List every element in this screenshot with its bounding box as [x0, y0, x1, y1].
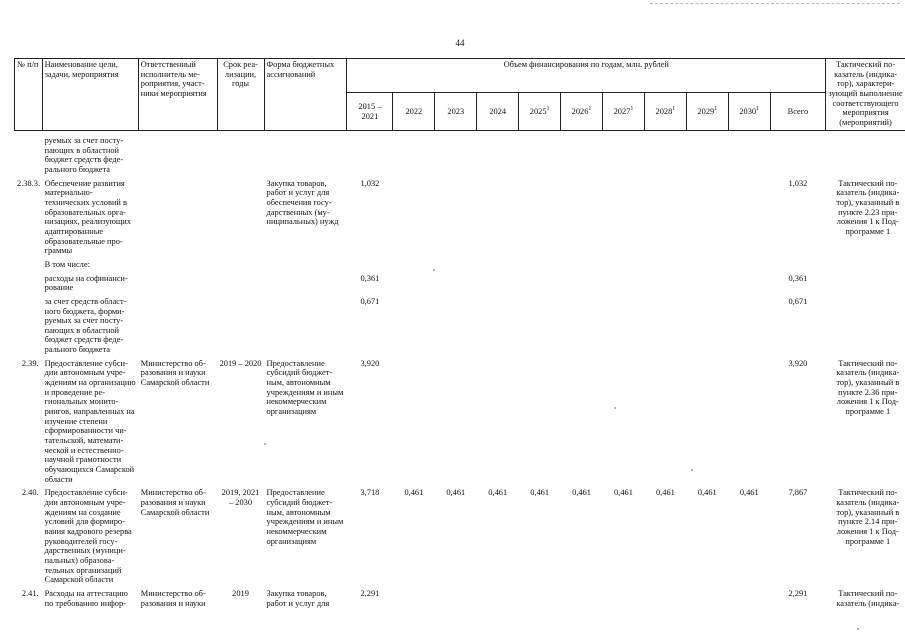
- row-indicator: Тактический показатель (индикатор), указанный в пункте 2.23 приложения 1 к Подпрограмме 1: [826, 177, 905, 258]
- row-responsible: [138, 272, 217, 295]
- row-year-value: [393, 258, 435, 272]
- header-year: 2025$^1$: [519, 93, 561, 131]
- row-year-value: [561, 258, 603, 272]
- row-year-value: [644, 295, 686, 357]
- row-year-value: [477, 295, 519, 357]
- header-year: 2022: [393, 93, 435, 131]
- row-year-value: [644, 357, 686, 487]
- row-year-value: 0,361: [347, 272, 393, 295]
- row-year-value: 0,461: [686, 486, 728, 587]
- row-number: [15, 295, 43, 357]
- row-year-value: [686, 134, 728, 177]
- row-year-value: [603, 587, 645, 610]
- table-row: [15, 272, 905, 295]
- row-year-value: 0,461: [728, 486, 770, 587]
- table-row: [15, 357, 905, 487]
- row-year-value: [686, 272, 728, 295]
- table-row: [15, 587, 905, 610]
- row-responsible: Министерство образования и науки Самарской области: [138, 357, 217, 487]
- row-form: Закупка товаров, работ и услуг для обеспечения государственных (муниципальных) нужд: [264, 177, 347, 258]
- row-year-value: [347, 258, 393, 272]
- row-responsible: [138, 295, 217, 357]
- header-total: Всего: [770, 93, 825, 131]
- row-term: [217, 295, 264, 357]
- row-term: [217, 177, 264, 258]
- row-number: [15, 258, 43, 272]
- row-year-value: [393, 272, 435, 295]
- row-number: 2.41.: [15, 587, 43, 610]
- row-year-value: [603, 357, 645, 487]
- row-year-value: [393, 587, 435, 610]
- row-year-value: [686, 357, 728, 487]
- row-year-value: [477, 177, 519, 258]
- row-year-value: [603, 177, 645, 258]
- row-year-value: [603, 272, 645, 295]
- row-year-value: [435, 357, 477, 487]
- row-year-value: [728, 587, 770, 610]
- row-year-value: [603, 295, 645, 357]
- row-form: [264, 295, 347, 357]
- row-number: [15, 134, 43, 177]
- row-year-value: [519, 258, 561, 272]
- row-year-value: [519, 134, 561, 177]
- header-term: Срок реализации, годы: [217, 59, 264, 131]
- row-year-value: [561, 295, 603, 357]
- row-year-value: [519, 272, 561, 295]
- scan-edge-line: [650, 3, 900, 5]
- row-year-value: 0,461: [435, 486, 477, 587]
- header-responsible: Ответственный исполнитель мероприятия, участники мероприятия: [138, 59, 217, 131]
- row-responsible: [138, 177, 217, 258]
- row-year-value: [435, 587, 477, 610]
- row-year-value: 0,461: [644, 486, 686, 587]
- row-year-value: [644, 272, 686, 295]
- row-year-value: [686, 295, 728, 357]
- row-year-value: [435, 177, 477, 258]
- row-form: Предоставление субсидий бюджетным, автономным учреждениям и иным некоммерческим организациям: [264, 357, 347, 487]
- row-number: 2.38.3.: [15, 177, 43, 258]
- scan-speck: [614, 407, 616, 409]
- row-name: Предоставление субсидии автономным учреждениям на организацию и проведение региональных мониторингов, направленных на изучение степени сформированности читательской, математической и естественнонаучной грамотности обучающихся Самарской области: [42, 357, 138, 487]
- row-total: 0,671: [770, 295, 825, 357]
- row-name: Предоставление субсидии автономным учреждениям на создание условий для формирования кадрового резерва руководителей государственных (муниципальных) образовательных организаций Самарской области: [42, 486, 138, 587]
- row-year-value: [561, 357, 603, 487]
- row-responsible: Министерство образования и науки: [138, 587, 217, 610]
- row-year-value: [561, 272, 603, 295]
- row-year-value: 0,461: [561, 486, 603, 587]
- table-row: [15, 177, 905, 258]
- row-indicator: Тактический показатель (индика-: [826, 587, 905, 610]
- funding-table: [14, 58, 905, 610]
- row-indicator: [826, 295, 905, 357]
- row-form: [264, 258, 347, 272]
- row-total: 2,291: [770, 587, 825, 610]
- row-year-value: [728, 357, 770, 487]
- row-responsible: [138, 134, 217, 177]
- row-year-value: 0,461: [477, 486, 519, 587]
- row-year-value: [728, 258, 770, 272]
- row-number: 2.39.: [15, 357, 43, 487]
- scan-speck: [691, 469, 693, 471]
- header-year: 2030$^1$: [728, 93, 770, 131]
- row-year-value: [644, 587, 686, 610]
- row-year-value: [686, 177, 728, 258]
- row-year-value: [644, 134, 686, 177]
- row-term: [217, 258, 264, 272]
- row-year-value: 0,671: [347, 295, 393, 357]
- scan-speck: [433, 269, 435, 271]
- row-total: [770, 134, 825, 177]
- row-indicator: Тактический показатель (индикатор), указанный в пункте 2.36 приложения 1 к Подпрограмме 1: [826, 357, 905, 487]
- row-year-value: [519, 177, 561, 258]
- row-year-value: [393, 357, 435, 487]
- header-form: Форма бюджетных ассигнований: [264, 59, 347, 131]
- row-responsible: [138, 258, 217, 272]
- row-year-value: 0,461: [393, 486, 435, 587]
- row-name: руемых за счет поступающих в областной бюджет средств федерального бюджета: [42, 134, 138, 177]
- row-number: [15, 272, 43, 295]
- scan-speck: [264, 443, 266, 445]
- row-year-value: [603, 258, 645, 272]
- row-year-value: [686, 258, 728, 272]
- row-term: 2019: [217, 587, 264, 610]
- row-year-value: [519, 295, 561, 357]
- row-year-value: [686, 587, 728, 610]
- row-year-value: [435, 295, 477, 357]
- row-total: 3,920: [770, 357, 825, 487]
- row-name: В том числе:: [42, 258, 138, 272]
- row-total: 7,867: [770, 486, 825, 587]
- header-year: 2015 – 2021: [347, 93, 393, 131]
- row-year-value: [644, 258, 686, 272]
- row-form: [264, 134, 347, 177]
- row-year-value: [561, 177, 603, 258]
- row-year-value: [728, 177, 770, 258]
- header-funding: Объем финансирования по годам, млн. рублей: [347, 59, 826, 93]
- header-indicator: Тактический показатель (индикатор), характеризующий выполнение соответствующего мероприятия (мероприятий): [826, 59, 905, 131]
- table-row: [15, 295, 905, 357]
- row-name: Обеспечение развития материально-технических условий в образовательных организациях, реализующих адаптированные образовательные программы: [42, 177, 138, 258]
- row-name: расходы на софинансирование: [42, 272, 138, 295]
- row-year-value: [561, 587, 603, 610]
- row-indicator: [826, 134, 905, 177]
- row-year-value: 3,920: [347, 357, 393, 487]
- row-year-value: [603, 134, 645, 177]
- header-year: 2027$^1$: [603, 93, 645, 131]
- page-number: 44: [455, 38, 465, 48]
- row-term: 2019, 2021 – 2030: [217, 486, 264, 587]
- table-row: [15, 134, 905, 177]
- row-form: Закупка товаров, работ и услуг для: [264, 587, 347, 610]
- row-year-value: [561, 134, 603, 177]
- row-year-value: 0,461: [519, 486, 561, 587]
- row-name: Расходы на аттестацию по требованию инфор-: [42, 587, 138, 610]
- header-year: 2024: [477, 93, 519, 131]
- row-year-value: [477, 134, 519, 177]
- row-year-value: [477, 587, 519, 610]
- row-form: Предоставление субсидий бюджетным, автономным учреждениям и иным некоммерческим организациям: [264, 486, 347, 587]
- row-year-value: [435, 134, 477, 177]
- row-name: за счет средств областного бюджета, формируемых за счет поступающих в областной бюджет средств федерального бюджета: [42, 295, 138, 357]
- row-year-value: [393, 177, 435, 258]
- row-year-value: 3,718: [347, 486, 393, 587]
- row-year-value: 2,291: [347, 587, 393, 610]
- row-term: 2019 – 2020: [217, 357, 264, 487]
- row-year-value: [435, 272, 477, 295]
- row-year-value: [435, 258, 477, 272]
- row-responsible: Министерство образования и науки Самарской области: [138, 486, 217, 587]
- row-year-value: [644, 177, 686, 258]
- row-year-value: [393, 295, 435, 357]
- row-year-value: [728, 134, 770, 177]
- row-year-value: [393, 134, 435, 177]
- row-year-value: [477, 258, 519, 272]
- row-term: [217, 272, 264, 295]
- row-year-value: [477, 272, 519, 295]
- scan-speck: [857, 628, 859, 630]
- table-row: [15, 486, 905, 587]
- row-year-value: [728, 272, 770, 295]
- header-year: 2023: [435, 93, 477, 131]
- row-year-value: 0,461: [603, 486, 645, 587]
- header-year: 2026$^1$: [561, 93, 603, 131]
- row-year-value: [477, 357, 519, 487]
- header-name: Наименование цели, задачи, мероприятия: [42, 59, 138, 131]
- row-total: 1,032: [770, 177, 825, 258]
- header-year: 2028$^1$: [644, 93, 686, 131]
- row-number: 2.40.: [15, 486, 43, 587]
- table-row: [15, 258, 905, 272]
- row-year-value: [728, 295, 770, 357]
- row-total: [770, 258, 825, 272]
- row-form: [264, 272, 347, 295]
- row-indicator: [826, 258, 905, 272]
- row-indicator: [826, 272, 905, 295]
- row-total: 0,361: [770, 272, 825, 295]
- row-year-value: [347, 134, 393, 177]
- header-year: 2029$^1$: [686, 93, 728, 131]
- row-year-value: 1,032: [347, 177, 393, 258]
- header-num: № п/п: [15, 59, 43, 131]
- row-year-value: [519, 357, 561, 487]
- row-term: [217, 134, 264, 177]
- row-year-value: [519, 587, 561, 610]
- row-indicator: Тактический показатель (индикатор), указанный в пункте 2.14 приложения 1 к Подпрограмме 1: [826, 486, 905, 587]
